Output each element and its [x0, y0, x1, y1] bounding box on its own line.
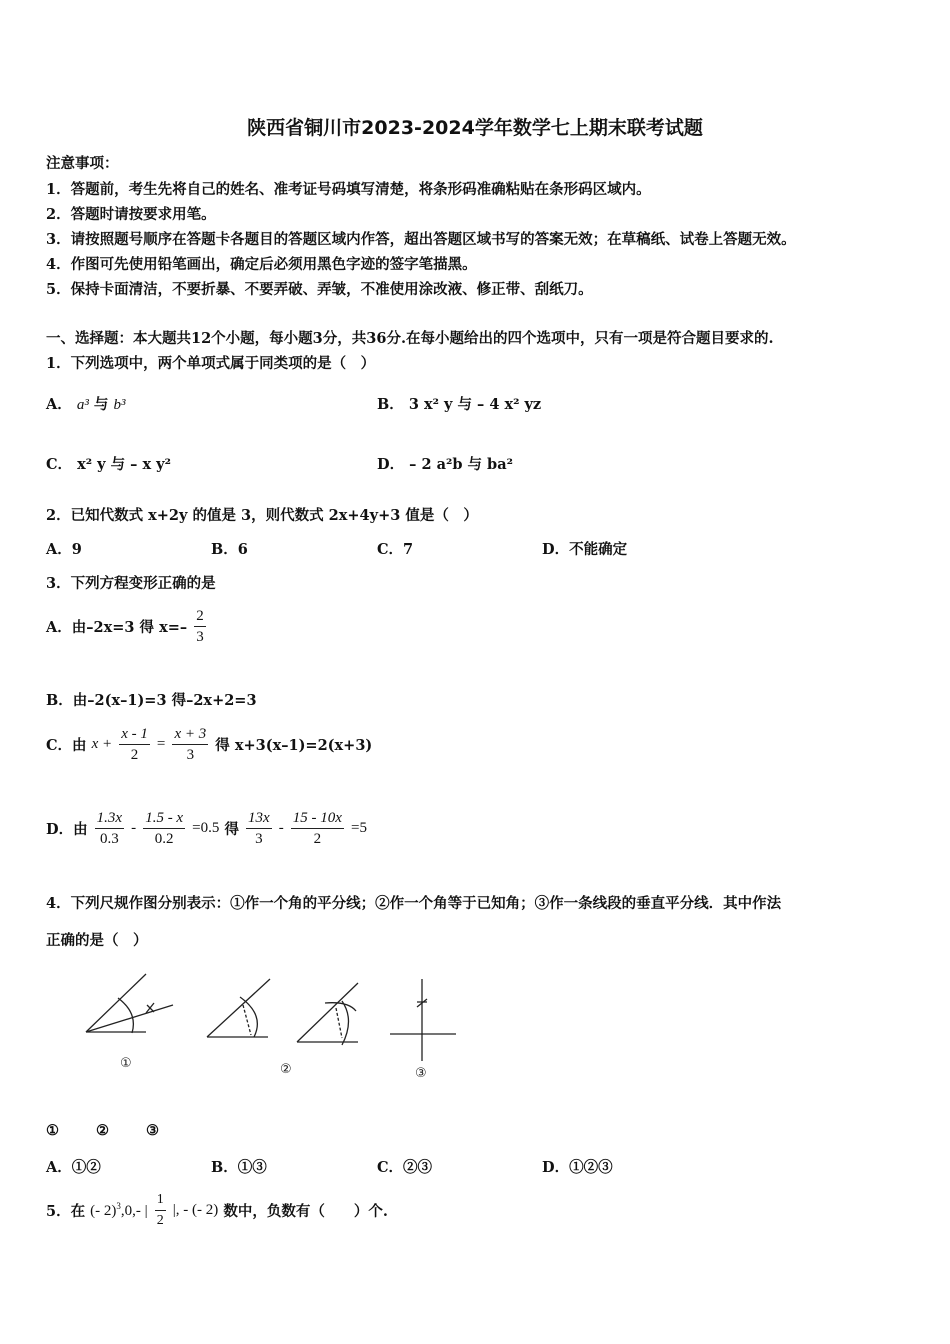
fraction	[194, 606, 206, 647]
q3-option-c	[46, 724, 372, 765]
figure-label-3: ③	[415, 1066, 427, 1081]
option-text: – 2 a²b 与 ba²	[409, 456, 513, 473]
figure-copy-angle-left	[207, 979, 270, 1037]
math-sep: ,0,- |	[120, 1203, 148, 1219]
option-text: 3 x² y 与 – 4 x² yz	[408, 396, 542, 413]
numerator: 2	[194, 606, 206, 627]
option-text: A．由–2x=3 得 x=–	[46, 619, 188, 636]
q3-option-a	[46, 606, 208, 647]
fraction	[246, 808, 272, 849]
question-3-stem: 3．下列方程变形正确的是	[46, 575, 216, 592]
minus-sign: -	[131, 820, 137, 836]
figure-copy-angle-right	[297, 983, 358, 1045]
denominator: 2	[130, 747, 139, 763]
q1-option-c	[46, 453, 171, 474]
q1-option-d	[377, 453, 513, 474]
q1-option-b	[377, 393, 541, 414]
math-expr	[90, 1203, 148, 1219]
notice-item: 5．保持卡面清洁，不要折暴、不要弄破、弄皱，不准使用涂改液、修正带、刮纸刀。	[46, 281, 593, 298]
math-expr: a³	[76, 397, 89, 413]
q2-option-b: B．6	[211, 541, 248, 558]
option-text: 与	[93, 396, 109, 413]
math-base: (- 2)	[90, 1203, 117, 1219]
figure-angle-bisector	[86, 974, 173, 1033]
math-expr: |, - (- 2)	[172, 1202, 219, 1218]
question-4-stem-cont: 正确的是（ ）	[46, 932, 148, 949]
numerator: x - 1	[119, 724, 150, 745]
fraction	[291, 808, 344, 849]
question-4-stem: 4．下列尺规作图分别表示：①作一个角的平分线；②作一个角等于已知角；③作一条线段的垂直平分线．其中作法	[46, 895, 782, 912]
compass-construction-figure	[80, 965, 470, 1090]
option-text: x² y 与 – x y²	[77, 456, 171, 473]
numerator: 15 - 10x	[291, 808, 344, 829]
equals-value: =5	[351, 820, 367, 836]
numerator: 13x	[246, 808, 272, 829]
denominator: 3	[186, 747, 195, 763]
q4-option-d: D．①②③	[542, 1159, 613, 1176]
question-2-stem: 2．已知代数式 x+2y 的值是 3，则代数式 2x+4y+3 值是（ ）	[46, 507, 478, 524]
figure-label-2: ②	[280, 1062, 292, 1077]
q4-choice-3: ③	[146, 1122, 159, 1139]
denominator: 0.2	[154, 831, 174, 847]
option-label: D．由	[46, 821, 88, 838]
notice-heading: 注意事项：	[46, 155, 119, 172]
q3-option-b: B．由–2(x–1)=3 得–2x+2=3	[46, 692, 257, 709]
option-text: 得	[224, 821, 239, 838]
page-title: 陕西省铜川市2023-2024学年数学七上期末联考试题	[247, 117, 703, 139]
minus-sign: -	[278, 820, 284, 836]
numerator: 1.3x	[95, 808, 124, 829]
question-5-stem	[46, 1190, 388, 1231]
option-label: A．	[46, 396, 72, 413]
option-text: 得 x+3(x–1)=2(x+3)	[215, 737, 373, 754]
q1-option-a	[46, 393, 125, 414]
fraction	[143, 808, 185, 849]
notice-item: 2．答题时请按要求用笔。	[46, 206, 216, 223]
option-label: B．	[377, 396, 404, 413]
denominator: 2	[156, 1213, 164, 1228]
q4-option-b: B．①③	[211, 1159, 267, 1176]
math-expr: b³	[113, 397, 126, 413]
fraction	[119, 724, 150, 765]
figure-label-1: ①	[120, 1056, 132, 1071]
denominator: 3	[255, 831, 263, 847]
q4-option-c: C．②③	[377, 1159, 433, 1176]
question-1-stem: 1．下列选项中，两个单项式属于同类项的是（ ）	[46, 355, 376, 372]
q4-choice-2: ②	[96, 1122, 109, 1139]
q2-option-c: C．7	[377, 541, 414, 558]
fraction	[155, 1190, 166, 1231]
q4-choice-1: ①	[46, 1122, 59, 1139]
stem-suffix: 数中，负数有（ ）个.	[223, 1203, 388, 1220]
denominator: 3	[196, 629, 204, 645]
q3-option-d	[46, 808, 367, 849]
fraction	[172, 724, 208, 765]
numerator: 1	[155, 1190, 166, 1211]
option-label: C．	[46, 456, 73, 473]
notice-item: 3．请按照题号顺序在答题卡各题目的答题区域内作答，超出答题区域书写的答案无效；在草稿纸、试卷上答题无效。	[46, 231, 796, 248]
notice-item: 1．答题前，考生先将自己的姓名、准考证号码填写清楚，将条形码准确粘贴在条形码区域内。	[46, 181, 651, 198]
denominator: 0.3	[99, 831, 119, 847]
q2-option-a: A．9	[46, 541, 82, 558]
equals-sign: =	[156, 736, 166, 752]
numerator: 1.5 - x	[143, 808, 185, 829]
math-expr: x +	[91, 736, 113, 752]
q2-option-d: D．不能确定	[542, 541, 628, 558]
math-exponent: 3	[116, 1201, 121, 1211]
option-label: C．由	[46, 737, 87, 754]
numerator: x + 3	[172, 724, 208, 745]
fraction	[95, 808, 124, 849]
q4-option-a: A．①②	[46, 1159, 101, 1176]
notice-item: 4．作图可先使用铅笔画出，确定后必须用黑色字迹的签字笔描黑。	[46, 256, 477, 273]
denominator: 2	[313, 831, 322, 847]
figure-perpendicular-bisector	[390, 979, 456, 1061]
option-label: D．	[377, 456, 405, 473]
stem-prefix: 5．在	[46, 1203, 86, 1220]
section-heading: 一、选择题：本大题共12个小题，每小题3分，共36分.在每小题给出的四个选项中，只有一项是符合题目要求的.	[46, 330, 774, 347]
equals-value: =0.5	[192, 820, 220, 836]
